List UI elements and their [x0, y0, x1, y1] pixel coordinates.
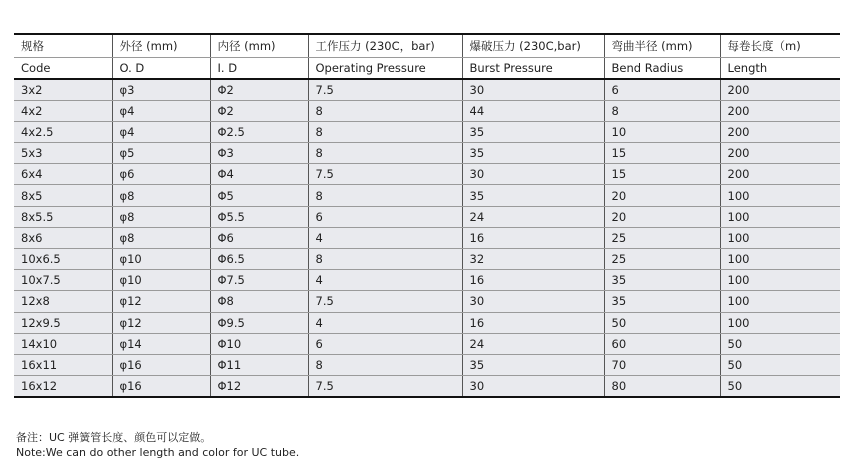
- cell-length: 100: [720, 291, 840, 312]
- cell-bend-radius: 25: [604, 249, 720, 270]
- cell-outer-diameter: φ8: [112, 185, 210, 206]
- cell-length: 100: [720, 206, 840, 227]
- cell-operating-pressure: Operating Pressure: [308, 57, 462, 79]
- cell-inner-diameter: Φ5: [210, 185, 308, 206]
- cell-length: 100: [720, 312, 840, 333]
- cell-bend-radius: 20: [604, 206, 720, 227]
- cell-burst-pressure: Burst Pressure: [462, 57, 604, 79]
- cell-bend-radius: 80: [604, 376, 720, 397]
- cell-bend-radius: 10: [604, 121, 720, 142]
- table-row: [14, 291, 840, 312]
- cell-bend-radius: 20: [604, 185, 720, 206]
- cell-length: 100: [720, 227, 840, 248]
- cell-inner-diameter: Φ5.5: [210, 206, 308, 227]
- cell-bend-radius: 35: [604, 270, 720, 291]
- table-row: [14, 121, 840, 142]
- table-row: [14, 270, 840, 291]
- cell-inner-diameter: Φ12: [210, 376, 308, 397]
- cell-outer-diameter: φ10: [112, 270, 210, 291]
- table-row: [14, 376, 840, 397]
- cell-bend-radius: 60: [604, 333, 720, 354]
- cell-length: Length: [720, 57, 840, 79]
- table-row: [14, 354, 840, 375]
- table-row: [14, 100, 840, 121]
- table-row: [14, 185, 840, 206]
- cell-length: 100: [720, 185, 840, 206]
- cell-bend-radius: 15: [604, 164, 720, 185]
- cell-inner-diameter: Φ8: [210, 291, 308, 312]
- cell-code: Code: [14, 57, 112, 79]
- cell-code: 8x5.5: [14, 206, 112, 227]
- table-row: [14, 79, 840, 100]
- cell-outer-diameter: φ12: [112, 312, 210, 333]
- cell-code: 3x2: [14, 79, 112, 100]
- note-chinese: 备注：UC 弹簧管长度、颜色可以定做。: [16, 431, 212, 444]
- cell-length: 200: [720, 164, 840, 185]
- cell-burst-pressure: 30: [462, 376, 604, 397]
- cell-length: 50: [720, 333, 840, 354]
- cell-code: 16x12: [14, 376, 112, 397]
- cell-outer-diameter: φ14: [112, 333, 210, 354]
- cell-operating-pressure: 7.5: [308, 79, 462, 100]
- cell-code: 4x2.5: [14, 121, 112, 142]
- cell-outer-diameter: φ5: [112, 143, 210, 164]
- cell-bend-radius: 35: [604, 291, 720, 312]
- cell-burst-pressure: 35: [462, 354, 604, 375]
- cell-code: 12x9.5: [14, 312, 112, 333]
- cell-length: 200: [720, 143, 840, 164]
- cell-outer-diameter: φ16: [112, 354, 210, 375]
- cell-burst-pressure: 35: [462, 143, 604, 164]
- cell-length: 200: [720, 100, 840, 121]
- header-row-english: [14, 57, 840, 79]
- cell-inner-diameter: Φ3: [210, 143, 308, 164]
- table-row: [14, 143, 840, 164]
- cell-outer-diameter: φ16: [112, 376, 210, 397]
- cell-operating-pressure: 8: [308, 143, 462, 164]
- cell-burst-pressure: 24: [462, 206, 604, 227]
- cell-operating-pressure: 6: [308, 206, 462, 227]
- cell-operating-pressure: 6: [308, 333, 462, 354]
- cell-outer-diameter: φ12: [112, 291, 210, 312]
- cell-length: 每卷长度（m): [720, 34, 840, 57]
- cell-burst-pressure: 16: [462, 312, 604, 333]
- cell-outer-diameter: O. D: [112, 57, 210, 79]
- cell-operating-pressure: 8: [308, 185, 462, 206]
- cell-outer-diameter: φ6: [112, 164, 210, 185]
- cell-code: 10x6.5: [14, 249, 112, 270]
- cell-length: 200: [720, 121, 840, 142]
- cell-length: 100: [720, 249, 840, 270]
- cell-outer-diameter: φ8: [112, 227, 210, 248]
- cell-inner-diameter: Φ6.5: [210, 249, 308, 270]
- cell-operating-pressure: 工作压力 (230C，bar): [308, 34, 462, 57]
- cell-bend-radius: 70: [604, 354, 720, 375]
- table-row: [14, 206, 840, 227]
- cell-bend-radius: 25: [604, 227, 720, 248]
- cell-operating-pressure: 8: [308, 249, 462, 270]
- cell-code: 规格: [14, 34, 112, 57]
- spec-table: [14, 33, 840, 398]
- spec-table-body: [14, 34, 840, 397]
- cell-burst-pressure: 35: [462, 121, 604, 142]
- cell-inner-diameter: Φ2.5: [210, 121, 308, 142]
- cell-code: 12x8: [14, 291, 112, 312]
- table-row: [14, 249, 840, 270]
- cell-burst-pressure: 35: [462, 185, 604, 206]
- cell-operating-pressure: 4: [308, 227, 462, 248]
- cell-inner-diameter: 内径 (mm): [210, 34, 308, 57]
- cell-bend-radius: 弯曲半径 (mm): [604, 34, 720, 57]
- cell-burst-pressure: 16: [462, 227, 604, 248]
- cell-operating-pressure: 7.5: [308, 164, 462, 185]
- cell-code: 16x11: [14, 354, 112, 375]
- cell-burst-pressure: 24: [462, 333, 604, 354]
- cell-inner-diameter: Φ4: [210, 164, 308, 185]
- cell-burst-pressure: 16: [462, 270, 604, 291]
- cell-operating-pressure: 4: [308, 312, 462, 333]
- cell-burst-pressure: 爆破压力 (230C,bar): [462, 34, 604, 57]
- cell-burst-pressure: 30: [462, 291, 604, 312]
- table-row: [14, 312, 840, 333]
- cell-operating-pressure: 7.5: [308, 291, 462, 312]
- header-row-chinese: [14, 34, 840, 57]
- cell-code: 14x10: [14, 333, 112, 354]
- note-english: Note:We can do other length and color for UC tube.: [16, 446, 300, 459]
- cell-length: 100: [720, 270, 840, 291]
- cell-burst-pressure: 30: [462, 164, 604, 185]
- table-row: [14, 164, 840, 185]
- cell-inner-diameter: Φ7.5: [210, 270, 308, 291]
- cell-inner-diameter: Φ9.5: [210, 312, 308, 333]
- cell-code: 8x5: [14, 185, 112, 206]
- cell-burst-pressure: 44: [462, 100, 604, 121]
- cell-outer-diameter: φ3: [112, 79, 210, 100]
- cell-outer-diameter: φ8: [112, 206, 210, 227]
- cell-operating-pressure: 8: [308, 354, 462, 375]
- cell-inner-diameter: I. D: [210, 57, 308, 79]
- cell-burst-pressure: 32: [462, 249, 604, 270]
- cell-outer-diameter: φ4: [112, 100, 210, 121]
- cell-length: 50: [720, 376, 840, 397]
- cell-operating-pressure: 4: [308, 270, 462, 291]
- cell-operating-pressure: 8: [308, 121, 462, 142]
- cell-operating-pressure: 8: [308, 100, 462, 121]
- table-row: [14, 333, 840, 354]
- cell-code: 10x7.5: [14, 270, 112, 291]
- cell-inner-diameter: Φ2: [210, 79, 308, 100]
- cell-length: 200: [720, 79, 840, 100]
- cell-inner-diameter: Φ10: [210, 333, 308, 354]
- cell-length: 50: [720, 354, 840, 375]
- cell-bend-radius: 50: [604, 312, 720, 333]
- cell-outer-diameter: φ4: [112, 121, 210, 142]
- cell-code: 6x4: [14, 164, 112, 185]
- cell-bend-radius: 8: [604, 100, 720, 121]
- cell-inner-diameter: Φ11: [210, 354, 308, 375]
- cell-inner-diameter: Φ6: [210, 227, 308, 248]
- cell-code: 8x6: [14, 227, 112, 248]
- cell-inner-diameter: Φ2: [210, 100, 308, 121]
- cell-outer-diameter: φ10: [112, 249, 210, 270]
- cell-burst-pressure: 30: [462, 79, 604, 100]
- cell-code: 4x2: [14, 100, 112, 121]
- cell-bend-radius: Bend Radius: [604, 57, 720, 79]
- cell-bend-radius: 15: [604, 143, 720, 164]
- cell-bend-radius: 6: [604, 79, 720, 100]
- cell-outer-diameter: 外径 (mm): [112, 34, 210, 57]
- cell-code: 5x3: [14, 143, 112, 164]
- cell-operating-pressure: 7.5: [308, 376, 462, 397]
- table-row: [14, 227, 840, 248]
